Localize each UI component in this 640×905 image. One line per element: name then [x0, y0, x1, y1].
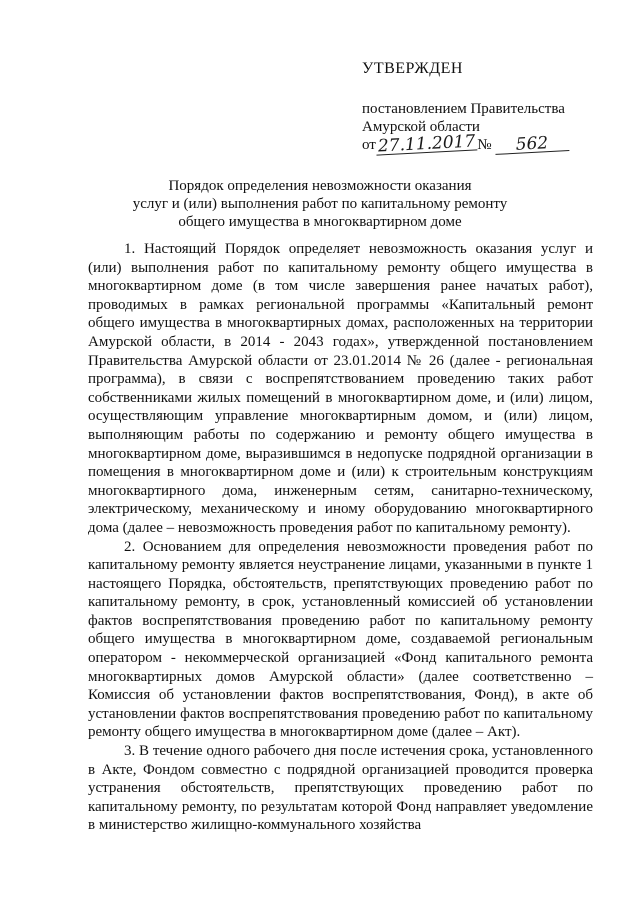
document-title-line-2: услуг и (или) выполнения работ по капитальному ремонту — [132, 196, 508, 212]
approval-line-1: постановлением Правительства — [362, 101, 565, 117]
approval-title: УТВЕРЖДЕН — [362, 60, 463, 77]
handwritten-date: 27.11.2017 — [377, 131, 476, 157]
document-title-line-1: Порядок определения невозможности оказания — [168, 178, 472, 194]
number-prefix: № — [477, 137, 492, 153]
paragraph-2: 2. Основанием для определения невозможности проведения работ по капитальному ремонту является неустранение лицами, указанными в пункте 1 настоящего Порядка, обстоятельств, препятствующих проведению работ по капитальному ремонту, в срок, установленный комиссией об установлении фактов воспрепятствования проведению работ по капитальному ремонту общего имущества в многоквартирном доме, создаваемой региональным оператором - некоммерческой организацией «Фонд капитального ремонта многоквартирных домов Амурской области» (далее соответственно – Комиссия об установлении фактов воспрепятствования, Фонд), в акте об установлении фактов воспрепятствования проведению работ по капитальному ремонту общего имущества в многоквартирном доме (далее – Акт). — [88, 538, 593, 741]
approval-date-number-line — [362, 131, 602, 157]
approval-block — [362, 60, 602, 157]
handwritten-number: 562 — [495, 134, 570, 155]
approval-line-2: Амурской области — [362, 119, 480, 135]
date-prefix: от — [362, 137, 376, 153]
paragraph-3: 3. В течение одного рабочего дня после истечения срока, установленного в Акте, Фондом совместно с подрядной организацией проводится проверка устранения обстоятельств, препятствующих проведению работ по капитальному ремонту, по результатам которой Фонд направляет уведомление в министерство жилищно-коммунального хозяйства — [88, 743, 593, 834]
document-title-line-3: общего имущества в многоквартирном доме — [178, 214, 462, 230]
document-body — [88, 240, 593, 835]
document-title — [120, 177, 520, 231]
paragraph-1: 1. Настоящий Порядок определяет невозможность оказания услуг и (или) выполнения работ по капитальному ремонту общего имущества в многоквартирном доме (в том числе завершения ранее начатых работ), проводимых в рамках региональной программы «Капитальный ремонт общего имущества в многоквартирных домах, расположенных на территории Амурской области, в 2014 - 2043 годах», утвержденной постановлением Правительства Амурской области от 23.01.2014 № 26 (далее - региональная программа), в связи с воспрепятствованием проведению таких работ собственниками жилых помещений в многоквартирном доме, и (или) лицом, осуществляющим управление многоквартирным домом, и (или) лицом, выполняющим работы по содержанию и ремонту общего имущества в многоквартирном доме, выразившимся в недопуске подрядной организации в помещения в многоквартирном доме и (или) к строительным конструкциям многоквартирного дома, инженерным сетям, санитарно-техническому, электрическому, механическому и иному оборудованию многоквартирного дома (далее – невозможность проведения работ по капитальному ремонту). — [88, 241, 593, 536]
